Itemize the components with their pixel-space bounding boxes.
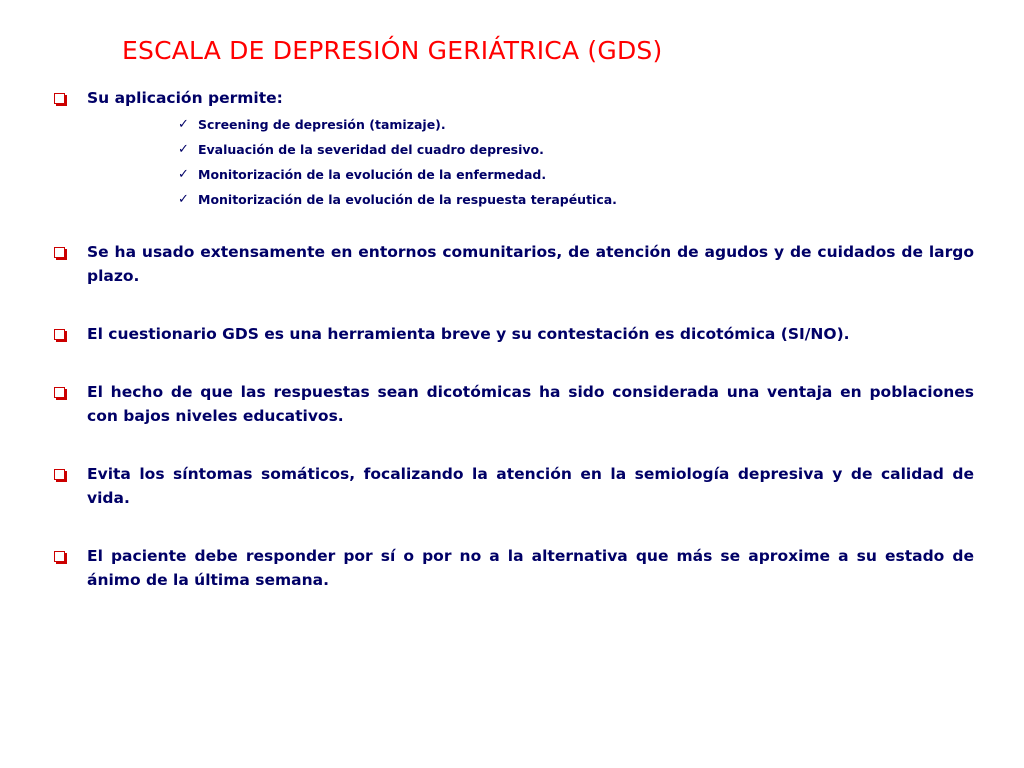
bullet-text: El paciente debe responder por sí o por no a la alternativa que más se aproxime a su estado de ánimo de la última semana. — [87, 547, 974, 589]
bullet-text: El cuestionario GDS es una herramienta breve y su contestación es dicotómica (SI/NO). — [87, 325, 850, 343]
bullet-list — [52, 86, 974, 592]
bullet-item — [52, 544, 974, 592]
bullet-item — [52, 240, 974, 288]
bullet-item — [52, 322, 974, 346]
square-bullet-icon — [54, 387, 65, 398]
bullet-item — [52, 462, 974, 510]
checkmark-icon: ✓ — [178, 142, 189, 157]
square-bullet-icon — [54, 93, 65, 104]
square-bullet-icon — [54, 329, 65, 340]
sub-bullet-item — [178, 162, 974, 187]
slide-title: ESCALA DE DEPRESIÓN GERIÁTRICA (GDS) — [122, 36, 663, 65]
square-bullet-icon — [54, 551, 65, 562]
sub-bullet-list — [87, 112, 974, 212]
sub-bullet-text: Monitorización de la evolución de la enfermedad. — [198, 167, 547, 182]
square-bullet-icon — [54, 247, 65, 258]
bullet-text: Se ha usado extensamente en entornos comunitarios, de atención de agudos y de cuidados de largo plazo. — [87, 243, 974, 285]
sub-bullet-item — [178, 137, 974, 162]
sub-bullet-item — [178, 112, 974, 137]
sub-bullet-item — [178, 187, 974, 212]
bullet-item — [52, 86, 974, 212]
bullet-item — [52, 380, 974, 428]
checkmark-icon: ✓ — [178, 117, 189, 132]
checkmark-icon: ✓ — [178, 192, 189, 207]
sub-bullet-text: Monitorización de la evolución de la respuesta terapéutica. — [198, 192, 617, 207]
square-bullet-icon — [54, 469, 65, 480]
bullet-text: Evita los síntomas somáticos, focalizando la atención en la semiología depresiva y de calidad de vida. — [87, 465, 974, 507]
sub-bullet-text: Evaluación de la severidad del cuadro depresivo. — [198, 142, 544, 157]
bullet-text: Su aplicación permite: — [87, 89, 283, 107]
checkmark-icon: ✓ — [178, 167, 189, 182]
bullet-text: El hecho de que las respuestas sean dicotómicas ha sido considerada una ventaja en poblaciones con bajos niveles educativos. — [87, 383, 974, 425]
sub-bullet-text: Screening de depresión (tamizaje). — [198, 117, 446, 132]
